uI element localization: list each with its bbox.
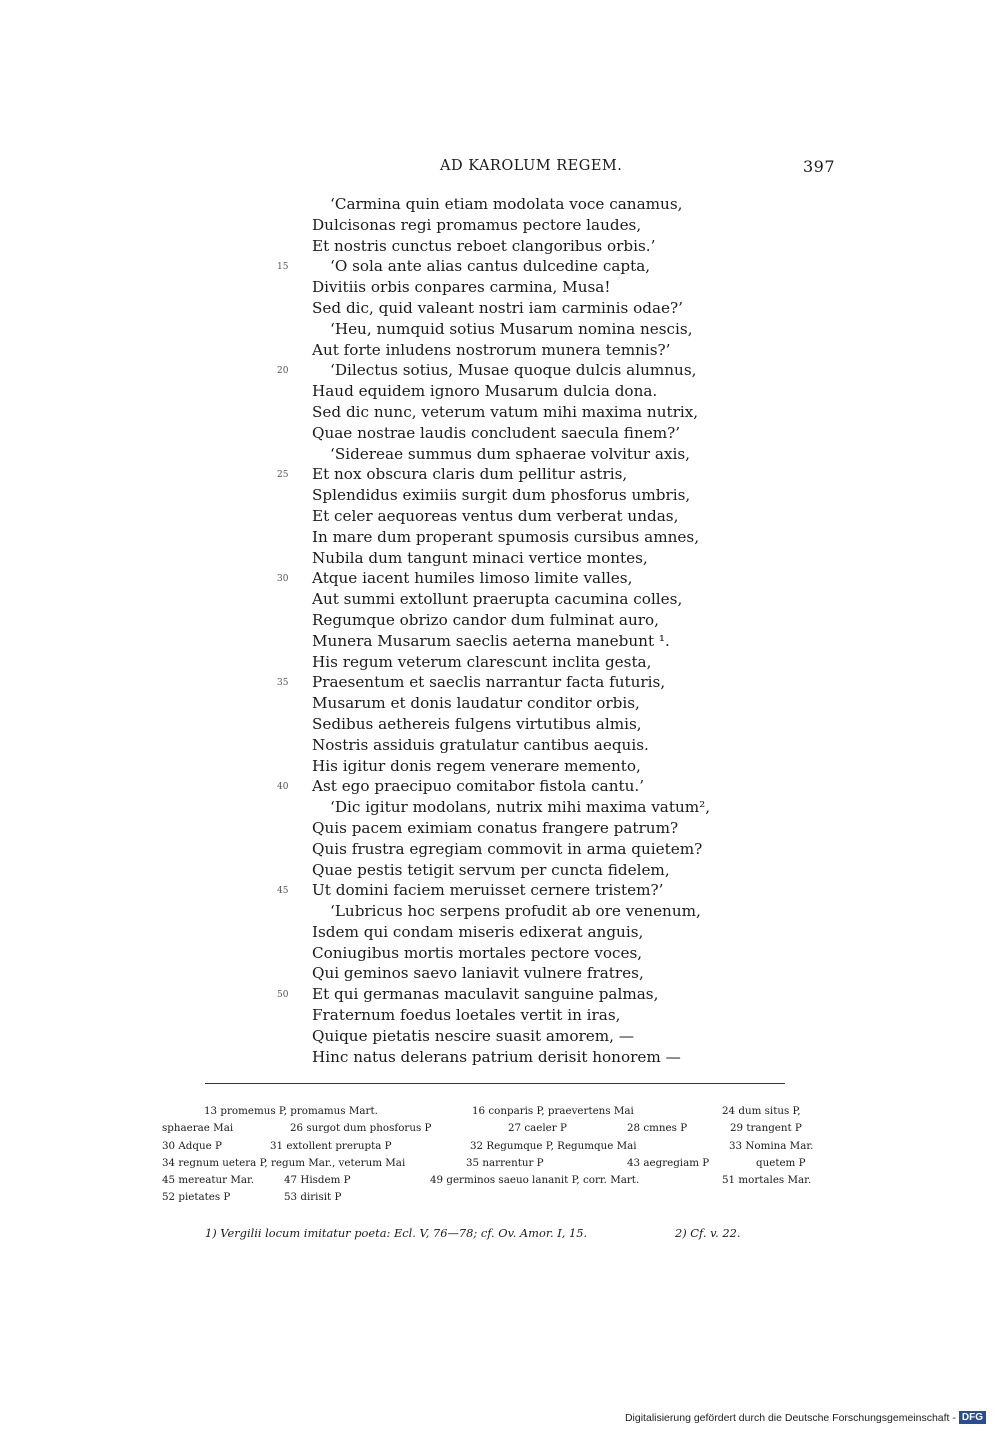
poem-line	[160, 963, 860, 984]
poem-line	[160, 756, 860, 777]
poem-line	[160, 943, 860, 964]
verse-text: Sed dic, quid valeant nostri iam carminis odae?’	[312, 298, 683, 317]
verse-text: Quae nostrae laudis concludent saecula finem?’	[312, 423, 681, 442]
verse-text: Et celer aequoreas ventus dum verberat undas,	[312, 506, 679, 525]
verse-text: Divitiis orbis conpares carmina, Musa!	[312, 278, 611, 297]
apparatus-entry: sphaerae Mai	[162, 1122, 234, 1135]
verse-text: Quae pestis tetigit servum per cuncta fidelem,	[312, 860, 670, 879]
verse-text: Quis frustra egregiam commovit in arma quietem?	[312, 839, 703, 858]
verse-text: ‘O sola ante alias cantus dulcedine capta,	[330, 257, 651, 276]
apparatus-entry: 47 Hisdem P	[284, 1174, 351, 1187]
verse-text: Isdem qui condam miseris edixerat anguis,	[312, 922, 644, 941]
verse-text: Hinc natus delerans patrium derisit honorem —	[312, 1047, 681, 1066]
poem-line	[160, 818, 860, 839]
verse-text: ‘Sidereae summus dum sphaerae volvitur axis,	[330, 444, 690, 463]
poem-line	[160, 277, 860, 298]
apparatus-entry: 31 extollent prerupta P	[270, 1139, 392, 1152]
poem-line	[160, 381, 860, 402]
verse-text: Musarum et donis laudatur conditor orbis,	[312, 694, 640, 713]
poem-line	[160, 984, 860, 1005]
poem-line	[160, 527, 860, 548]
poem-line	[160, 319, 860, 340]
poem-line	[160, 464, 860, 485]
apparatus-row	[162, 1138, 834, 1155]
verse-text: Nubila dum tangunt minaci vertice montes,	[312, 548, 648, 567]
poem-line	[160, 776, 860, 797]
poem-line	[160, 839, 860, 860]
apparatus-entry: 32 Regumque P, Regumque Mai	[470, 1139, 637, 1152]
apparatus-entry: 30 Adque P	[162, 1139, 222, 1152]
poem-line	[160, 340, 860, 361]
running-header	[160, 158, 835, 180]
verse-text: ‘Carmina quin etiam modolata voce canamus,	[330, 195, 683, 213]
poem-line	[160, 402, 860, 423]
line-number: 15	[277, 262, 289, 273]
page-number: 397	[802, 157, 835, 176]
poem-line	[160, 589, 860, 610]
apparatus-entry: 13 promemus P, promamus Mart.	[204, 1105, 378, 1117]
apparatus-row	[162, 1172, 834, 1189]
poem-body	[160, 194, 860, 1067]
poem-line	[160, 610, 860, 631]
verse-text: ‘Lubricus hoc serpens profudit ab ore venenum,	[330, 902, 701, 921]
dfg-logo-icon: DFG	[959, 1411, 986, 1424]
verse-text: Splendidus eximiis surgit dum phosforus umbris,	[312, 486, 691, 505]
poem-line	[160, 1026, 860, 1047]
verse-text: Aut summi extollunt praerupta cacumina colles,	[312, 590, 683, 609]
poem-line	[160, 797, 860, 818]
apparatus-entry: 35 narrentur P	[466, 1156, 544, 1169]
verse-text: Fraternum foedus loetales vertit in iras,	[312, 1006, 621, 1025]
verse-text: Qui geminos saevo laniavit vulnere fratres,	[312, 964, 644, 983]
poem-line	[160, 652, 860, 673]
poem-line	[160, 860, 860, 881]
verse-text: Ut domini faciem meruisset cernere tristem?’	[312, 881, 664, 900]
verse-text: ‘Dilectus sotius, Musae quoque dulcis alumnus,	[330, 361, 697, 380]
line-number: 30	[277, 574, 289, 585]
apparatus-entry: 16 conparis P, praevertens Mai	[472, 1105, 634, 1117]
poem-line	[160, 360, 860, 381]
line-number: 25	[277, 470, 289, 481]
apparatus-row	[162, 1189, 834, 1206]
verse-text: Regumque obrizo candor dum fulminat auro,	[312, 610, 659, 629]
verse-text: Sedibus aethereis fulgens virtutibus almis,	[312, 714, 642, 733]
verse-text: ‘Heu, numquid sotius Musarum nomina nescis,	[330, 319, 693, 338]
poem-line	[160, 548, 860, 569]
verse-text: ‘Dic igitur modolans, nutrix mihi maxima vatum²,	[330, 798, 711, 817]
poem-line	[160, 922, 860, 943]
poem-line	[160, 298, 860, 319]
apparatus-row	[162, 1155, 834, 1172]
verse-text: Et nox obscura claris dum pellitur astris,	[312, 465, 628, 484]
poem-line	[160, 901, 860, 922]
apparatus-entry: 51 mortales Mar.	[722, 1174, 812, 1187]
poem-line	[160, 1047, 860, 1068]
verse-text: Sed dic nunc, veterum vatum mihi maxima nutrix,	[312, 402, 699, 421]
apparatus-entry: 27 caeler P	[508, 1122, 567, 1135]
apparatus-entry: 26 surgot dum phosforus P	[290, 1122, 432, 1135]
apparatus-entry: 33 Nomina Mar.	[729, 1139, 814, 1152]
apparatus-entry: 34 regnum uetera P, regum Mar., veterum Mai	[162, 1156, 406, 1169]
poem-line	[160, 693, 860, 714]
poem-line	[160, 506, 860, 527]
footnote-2: 2) Cf. v. 22.	[675, 1226, 741, 1240]
apparatus-entry: 28 cmnes P	[627, 1122, 688, 1135]
verse-text: Quis pacem eximiam conatus frangere patrum?	[312, 818, 679, 837]
poem-line	[160, 485, 860, 506]
verse-text: Haud equidem ignoro Musarum dulcia dona.	[312, 382, 658, 401]
verse-text: Munera Musarum saeclis aeterna manebunt ¹.	[312, 631, 670, 650]
credit-text: Digitalisierung gefördert durch die Deutsche Forschungsgemeinschaft -	[624, 1411, 956, 1424]
apparatus-entry: 43 aegregiam P	[627, 1156, 710, 1169]
line-number: 20	[277, 366, 289, 377]
verse-text: Praesentum et saeclis narrantur facta futuris,	[312, 673, 666, 692]
verse-text: Atque iacent humiles limoso limite valles,	[312, 569, 633, 588]
verse-text: Nostris assiduis gratulatur cantibus aequis.	[312, 735, 649, 754]
apparatus-entry: 29 trangent P	[730, 1122, 802, 1135]
apparatus-row	[162, 1120, 834, 1137]
poem-line	[160, 568, 860, 589]
apparatus-entry: 53 dirisit P	[284, 1191, 342, 1204]
verse-text: Et qui germanas maculavit sanguine palmas,	[312, 985, 659, 1004]
verse-text: His igitur donis regem venerare memento,	[312, 756, 641, 775]
poem-line	[160, 672, 860, 693]
critical-apparatus	[162, 1103, 834, 1207]
footnote-divider	[205, 1083, 785, 1084]
line-number: 35	[277, 678, 289, 689]
apparatus-row	[162, 1103, 834, 1120]
poem-line	[160, 236, 860, 257]
running-title: AD KAROLUM REGEM.	[440, 158, 623, 174]
poem-line	[160, 714, 860, 735]
verse-text: Dulcisonas regi promamus pectore laudes,	[312, 215, 642, 234]
poem-line	[160, 735, 860, 756]
apparatus-entry: 49 germinos saeuo lananit P, corr. Mart.	[430, 1174, 640, 1187]
apparatus-entry: 24 dum situs P,	[722, 1105, 801, 1117]
apparatus-entry: quetem P	[756, 1156, 806, 1169]
verse-text: Et nostris cunctus reboet clangoribus orbis.’	[312, 236, 656, 255]
apparatus-entry: 45 mereatur Mar.	[162, 1174, 255, 1187]
verse-text: His regum veterum clarescunt inclita gesta,	[312, 652, 652, 671]
digitization-credit	[625, 1411, 986, 1424]
poem-line	[160, 194, 860, 215]
line-number: 45	[277, 886, 289, 897]
poem-line	[160, 1005, 860, 1026]
verse-text: In mare dum properant spumosis cursibus amnes,	[312, 527, 700, 546]
apparatus-entry: 52 pietates P	[162, 1191, 231, 1204]
poem-line	[160, 444, 860, 465]
verse-text: Quique pietatis nescire suasit amorem, —	[312, 1026, 635, 1045]
footnote-1: 1) Vergilii locum imitatur poeta: Ecl. V, 76—78; cf. Ov. Amor. I, 15.	[205, 1226, 588, 1240]
poem-line	[160, 631, 860, 652]
verse-text: Aut forte inludens nostrorum munera temnis?’	[312, 340, 671, 359]
poem-line	[160, 256, 860, 277]
verse-text: Coniugibus mortis mortales pectore voces,	[312, 943, 643, 962]
verse-text: Ast ego praecipuo comitabor fistola cantu.’	[312, 777, 645, 796]
poem-line	[160, 215, 860, 236]
line-number: 40	[277, 782, 289, 793]
line-number: 50	[277, 990, 289, 1001]
poem-line	[160, 423, 860, 444]
poem-line	[160, 880, 860, 901]
